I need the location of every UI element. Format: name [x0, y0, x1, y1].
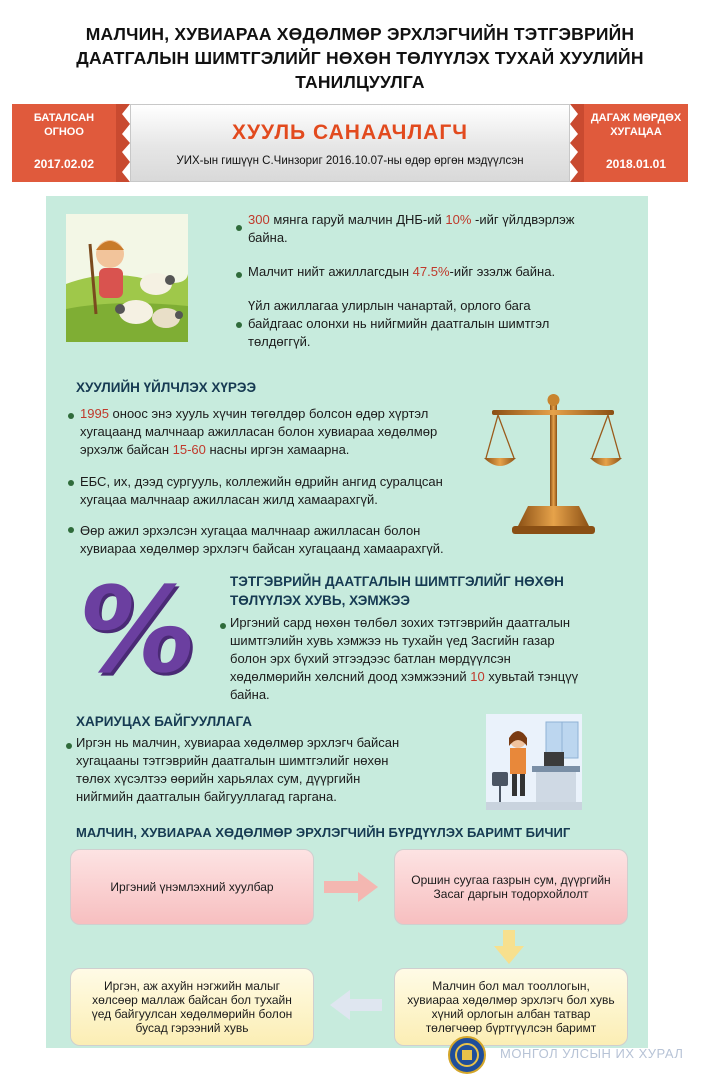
title-line-1: МАЛЧИН, ХУВИАРАА ХӨДӨЛМӨР ЭРХЛЭГЧИЙН ТЭТГЭВРИЙН [85, 24, 635, 44]
fact-3-text-c: төлдөггүй. [248, 334, 311, 349]
scope-bullet-2 [68, 480, 74, 486]
scope-3-text-b: хувиараа хөдөлмөр эрхлэгч байсан хугацаанд хамаарахгүй. [80, 541, 444, 556]
rate-text-e: хувьтай тэнцүү [484, 669, 579, 684]
fact-1-text-a: мянга гаруй малчин ДНБ-ий [269, 212, 446, 227]
effective-date-panel [584, 104, 688, 182]
fact-1-text-b: -ийг үйлдвэрлэж [471, 212, 575, 227]
rate-text-d: хөдөлмөрийн хөлсний доод хэмжээний [230, 669, 471, 684]
ribbon-notch-right-icon [570, 104, 584, 182]
org-heading: ХАРИУЦАХ БАЙГУУЛЛАГА [76, 714, 253, 729]
effective-date: 2018.01.01 [605, 157, 667, 171]
fact-bullet-2 [236, 272, 242, 278]
rate-heading-line-1: ТЭТГЭВРИЙН ДААТГАЛЫН ШИМТГЭЛИЙГ НӨХӨН [230, 574, 564, 589]
office-worker-illustration-icon [486, 714, 582, 810]
law-initiator-subtitle: УИХ-ын гишүүн С.Чинзориг 2016.10.07-ны өдөр өргөн мэдүүлсэн [176, 155, 524, 167]
fact-2-percent: 47.5% [412, 264, 450, 279]
org-text [76, 734, 486, 806]
org-text-a: Иргэн нь малчин, хувиараа хөдөлмөр эрхлэгч байсан [76, 735, 400, 750]
effective-label-2: ХУГАЦАА [610, 126, 662, 138]
rate-heading [230, 572, 564, 610]
fact-1-number: 300 [248, 212, 270, 227]
scope-3-text-a: Өөр ажил эрхэлсэн хугацаа малчнаар ажилласан болон [80, 523, 421, 538]
approved-label-2: ОГНОО [44, 126, 84, 138]
scope-1-text-a: оноос энэ хууль хүчин төгөлдөр болсон өдөр хүртэл [108, 406, 429, 421]
scales-of-justice-icon [484, 388, 622, 538]
rate-text-c: болон эрх бүхий этгээдээс батлан мөрдүүлсэн [230, 651, 511, 666]
fact-2-text-b: -ийг эзэлж байна. [449, 264, 556, 279]
fact-2 [248, 263, 638, 281]
approved-date-panel [12, 104, 116, 182]
scope-item-1 [80, 405, 510, 459]
fact-bullet-1 [236, 225, 242, 231]
scope-heading: ХУУЛИЙН ҮЙЛЧЛЭХ ХҮРЭЭ [76, 380, 257, 395]
fact-3-text-b: байдгаас олонхи нь нийгмийн даатгалын шимтгэл [248, 316, 550, 331]
org-text-b: хугацааны тэтгэврийн даатгалын шимтгэлийг нөхөн [76, 753, 389, 768]
doc-contract-copy: Иргэн, аж ахуйн нэгжийн малыг хөлсөөр маллаж байсан бол тухайн үед байгуулсан хөдөлмөрийн болон бусад гэрээний хувь [70, 968, 314, 1046]
page-title [40, 22, 680, 94]
rate-text-b: шимтгэлийн хувь хэмжээ нь тухайн үед Засгийн газар [230, 633, 555, 648]
scope-bullet-1 [68, 413, 74, 419]
law-initiator-title: ХУУЛЬ САНААЧЛАГЧ [231, 121, 469, 144]
rate-text-a: Иргэний сард нөхөн төлбөл зохих тэтгэврийн даатгалын [230, 615, 571, 630]
law-banner [12, 104, 688, 182]
effective-label-1: ДАГАЖ МӨРДӨХ [590, 112, 682, 124]
scope-1-text-c: эрхэлж байсан [80, 442, 173, 457]
doc-livestock-tax-record: Малчин бол мал тооллогын, хувиараа хөдөлмөр эрхлэгч бол хувь хүний орлогын албан татвар төлөгчөөр бүртгүүлсэн баримт [394, 968, 628, 1046]
arrow-left-icon [330, 990, 382, 1020]
org-text-d: нийгмийн даатгалын байгууллагад гаргана. [76, 789, 337, 804]
scope-2-text-b: хугацаа малчнаар ажилласан жилд хамаарахгүй. [80, 492, 378, 507]
rate-text [230, 614, 640, 704]
org-text-c: төлөх хүсэлтээ өөрийн харьялах сум, дүүргийн [76, 771, 361, 786]
fact-2-text-a: Малчит нийт ажиллагсдын [248, 264, 413, 279]
doc-id-copy: Иргэний үнэмлэхний хуулбар [70, 849, 314, 925]
scope-bullet-3 [68, 527, 74, 533]
scope-1-year: 1995 [80, 406, 109, 421]
title-line-2: ДААТГАЛЫН ШИМТГЭЛИЙГ НӨХӨН ТӨЛҮҮЛЭХ ТУХАЙ ХУУЛИЙН [76, 48, 644, 68]
fact-1 [248, 211, 638, 247]
fact-1-text-c: байна. [248, 230, 288, 245]
docs-heading: МАЛЧИН, ХУВИАРАА ХӨДӨЛМӨР ЭРХЛЭГЧИЙН БҮРДҮҮЛЭХ БАРИМТ БИЧИГ [76, 825, 571, 840]
law-initiator-panel [130, 104, 570, 182]
scope-1-age: 15-60 [172, 442, 206, 457]
parliament-emblem-icon [448, 1036, 486, 1074]
arrow-down-icon [494, 930, 524, 964]
rate-heading-line-2: ТӨЛҮҮЛЭХ ХУВЬ, ХЭМЖЭЭ [230, 593, 411, 608]
herder-illustration-icon [66, 214, 188, 342]
rate-bullet [220, 623, 226, 629]
scope-item-2 [80, 473, 500, 509]
org-bullet [66, 743, 72, 749]
ribbon-notch-left-icon [116, 104, 130, 182]
fact-bullet-3 [236, 322, 242, 328]
rate-text-f: байна. [230, 687, 270, 702]
scope-item-3 [80, 522, 510, 558]
approved-label-1: БАТАЛСАН [33, 112, 95, 124]
title-line-3: ТАНИЛЦУУЛГА [295, 72, 425, 92]
watermark-text: МОНГОЛ УЛСЫН ИХ ХУРАЛ [500, 1046, 684, 1061]
percent-symbol-icon: % [68, 561, 206, 699]
approved-date: 2017.02.02 [33, 157, 95, 171]
scope-1-text-d: насны иргэн хамаарна. [205, 442, 350, 457]
arrow-right-icon [324, 872, 378, 902]
fact-1-percent: 10% [445, 212, 472, 227]
fact-3-text-a: Үйл ажиллагаа улирлын чанартай, орлого бага [248, 298, 531, 313]
rate-number: 10 [470, 669, 485, 684]
doc-governor-reference: Оршин суугаа газрын сум, дүүргийн Засаг даргын тодорхойлолт [394, 849, 628, 925]
fact-3 [248, 297, 638, 351]
scope-2-text-a: ЕБС, их, дээд сургууль, коллежийн өдрийн ангид суралцсан [80, 474, 443, 489]
scope-1-text-b: хугацаанд малчнаар ажилласан болон хувиараа хөдөлмөр [80, 424, 438, 439]
